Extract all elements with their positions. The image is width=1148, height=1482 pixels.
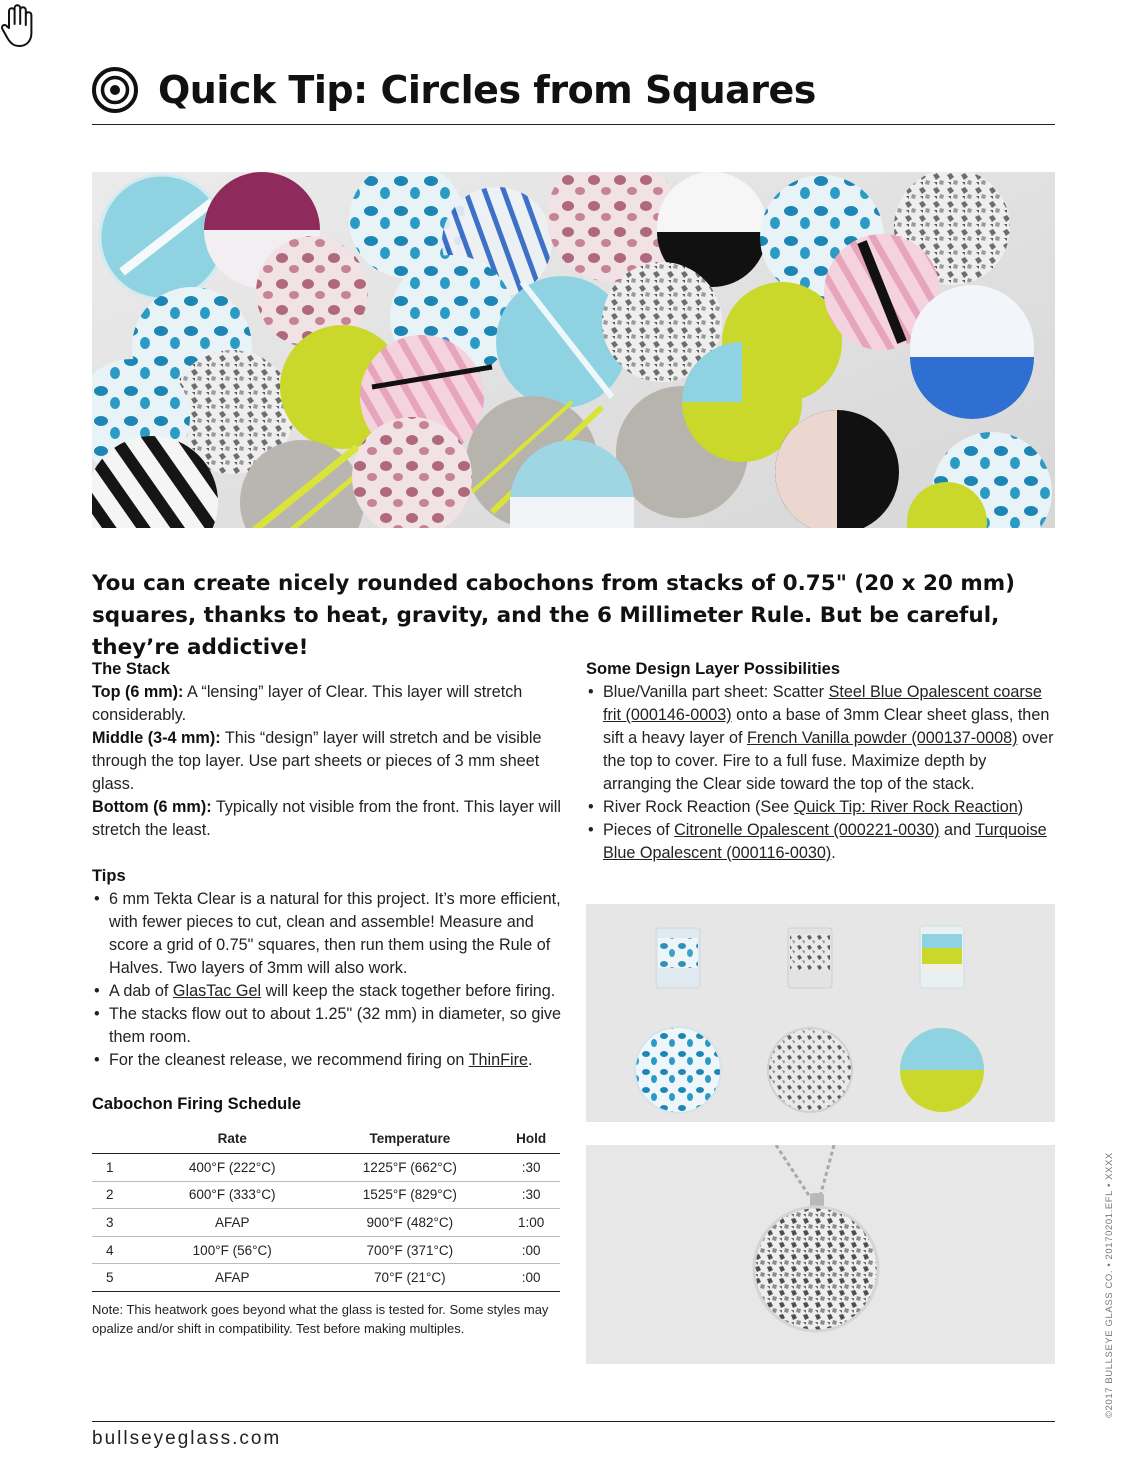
pendant-photo [586, 1145, 1055, 1364]
steel-blue-frit-link[interactable]: Steel Blue Opalescent coarse frit (000146-0003) [603, 683, 1042, 724]
title-divider [92, 124, 1055, 125]
footer-divider [92, 1421, 1055, 1422]
title-row [92, 58, 1055, 122]
table-row: 2 600°F (333°C) 1525°F (829°C) :30 [92, 1181, 560, 1209]
stack-top: Top (6 mm): A “lensing” layer of Clear. This layer will stretch considerably. [92, 683, 523, 724]
list-item: • A dab of GlasTac Gel will keep the stack together before firing. [92, 980, 562, 1003]
left-column [92, 658, 562, 1338]
stacks-before-after-photo [586, 904, 1055, 1122]
french-vanilla-powder-link[interactable]: French Vanilla powder (000137-0008) [746, 729, 1018, 747]
list-item: • Pieces of Citronelle Opalescent (000221-0030) and Turquoise Blue Opalescent (000116-0030). [586, 819, 1056, 865]
tips-list [92, 888, 562, 1072]
citronelle-link[interactable]: Citronelle Opalescent (000221-0030) [674, 821, 940, 839]
schedule-heading: Cabochon Firing Schedule [92, 1095, 302, 1113]
table-row: 5 AFAP 70°F (21°C) :00 [92, 1264, 560, 1292]
list-item: • The stacks flow out to about 1.25" (32 mm) in diameter, so give them room. [92, 1003, 562, 1049]
list-item: • Blue/Vanilla part sheet: Scatter Steel Blue Opalescent coarse frit (000146-0003) onto a base of 3mm Clear sheet glass, then sift a heavy layer of French Vanilla powder (000137-0008) over the top to cover. Fire to a full fuse. Maximize depth by arranging the Clear side toward the top of the stack. [586, 681, 1056, 796]
hand-icon [0, 4, 38, 48]
intro-paragraph: You can create nicely rounded cabochons from stacks of 0.75" (20 x 20 mm) squares, thanks to heat, gravity, and the 6 Millimeter Rule. But be careful, they’re addictive! [92, 571, 1015, 660]
cabochons-hero-photo [92, 172, 1055, 528]
stack-middle: Middle (3-4 mm): This “design” layer will stretch and be visible through the top layer. Use part sheets or pieces of 3 mm sheet glass. [92, 729, 542, 793]
river-rock-reaction-link[interactable]: Quick Tip: River Rock Reaction [793, 798, 1018, 816]
firing-schedule-table [92, 1122, 560, 1292]
stack-heading: The Stack [92, 660, 170, 678]
tips-heading: Tips [92, 867, 126, 885]
stack-bottom: Bottom (6 mm): Typically not visible from the front. This layer will stretch the least. [92, 798, 561, 839]
schedule-note: Note: This heatwork goes beyond what the glass is tested for. Some styles may opalize and/or shift in compatibility. Test before making multiples. [92, 1301, 549, 1336]
design-heading: Some Design Layer Possibilities [586, 660, 841, 678]
glastac-gel-link[interactable]: GlasTac Gel [172, 982, 262, 1000]
footer-url[interactable]: bullseyeglass.com [92, 1428, 282, 1449]
table-row: 1 400°F (222°C) 1225°F (662°C) :30 [92, 1154, 560, 1182]
table-row: 4 100°F (56°C) 700°F (371°C) :00 [92, 1236, 560, 1264]
list-item: • 6 mm Tekta Clear is a natural for this project. It’s more efficient, with fewer pieces to cut, clean and assemble! Measure and score a grid of 0.75" squares, then run them using the Rule of Halves. Two layers of 3mm will also work. [92, 888, 562, 980]
thinfire-link[interactable]: ThinFire [468, 1051, 528, 1069]
page-title: Quick Tip: Circles from Squares [158, 68, 816, 112]
list-item: • River Rock Reaction (See Quick Tip: River Rock Reaction) [586, 796, 1056, 819]
design-list [586, 681, 1056, 865]
copyright-vertical: ©2017 BULLSEYE GLASS CO. • 20170201.EFL • XXXX [1104, 1152, 1115, 1418]
table-header-row: Rate Temperature Hold [92, 1122, 560, 1154]
right-column [586, 658, 1056, 865]
bullseye-target-icon [92, 67, 138, 113]
turquoise-blue-link[interactable]: Turquoise Blue Opalescent (000116-0030) [603, 821, 1047, 862]
list-item: • For the cleanest release, we recommend firing on ThinFire. [92, 1049, 562, 1072]
table-row: 3 AFAP 900°F (482°C) 1:00 [92, 1209, 560, 1237]
